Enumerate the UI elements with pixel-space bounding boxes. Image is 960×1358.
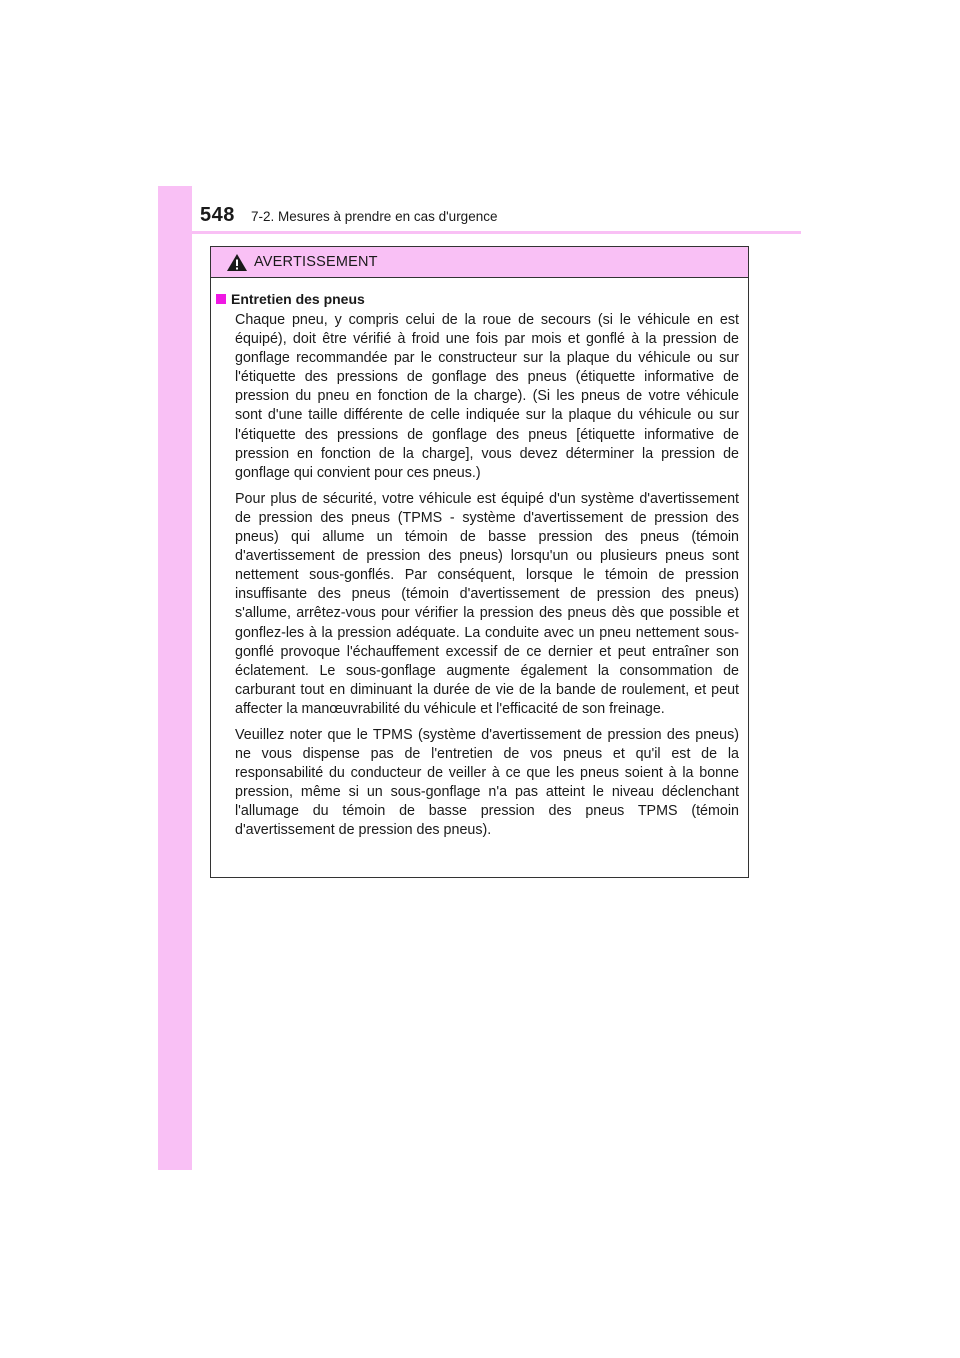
warning-header	[211, 247, 748, 278]
header-rule	[158, 231, 801, 234]
chapter-side-tab	[158, 186, 192, 1170]
square-bullet-icon	[216, 294, 226, 304]
warning-title: AVERTISSEMENT	[254, 254, 378, 270]
page-number: 548	[200, 204, 235, 226]
subheading-text: Entretien des pneus	[231, 291, 365, 307]
section-title: 7-2. Mesures à prendre en cas d'urgence	[251, 209, 498, 224]
paragraph: Pour plus de sécurité, votre véhicule est équipé d'un système d'avertissement de pression des pneus (TPMS - système d'avertissement de pression des pneus) qui allume un témoin de basse pression des pneus (témoin d'avertissement de pression des pneus) lorsqu'un ou plusieurs pneus sont nettement sous-gonflés. Par conséquent, lorsque le témoin de pression insuffisante des pneus (témoin d'avertissement de pression des pneus) s'allume, arrêtez-vous pour vérifier la pression des pneus dès que possible et gonflez-les à la pression adéquate. La conduite avec un pneu nettement sous-gonflé provoque l'échauffement excessif de ce dernier et peut entraîner son éclatement. Le sous-gonflage augmente également la consommation de carburant tout en diminuant la durée de vie de la bande de roulement, et peut affecter la manœuvrabilité du véhicule et l'efficacité de son freinage.	[235, 490, 739, 717]
paragraph: Veuillez noter que le TPMS (système d'avertissement de pression des pneus) ne vous dispense pas de l'entretien de vos pneus et qu'il est de la responsabilité du conducteur de veiller à ce que les pneus soient à la bonne pression, même si un sous-gonflage n'a pas atteint le niveau déclenchant l'allumage du témoin de basse pression des pneus TPMS (témoin d'avertissement de pression des pneus).	[235, 726, 739, 839]
warning-box	[210, 246, 749, 878]
warning-triangle-icon	[226, 253, 248, 272]
warning-body	[211, 278, 748, 841]
warning-subheading	[216, 291, 739, 307]
paragraph: Chaque pneu, y compris celui de la roue de secours (si le véhicule en est équipé), doit être vérifié à froid une fois par mois et gonflé à la pression de gonflage recommandée par le constructeur sur la plaque du véhicule ou sur l'étiquette des pressions de gonflage des pneus (étiquette informative de pression du pneu en fonction de la charge). (Si les pneus de votre véhicule sont d'une taille différente de celle indiquée sur la plaque du véhicule ou sur l'étiquette des pressions de gonflage des pneus [étiquette informative de pression en fonction de la charge], vous devez déterminer la pression de gonflage qui convient pour ces pneus.)	[235, 312, 739, 481]
